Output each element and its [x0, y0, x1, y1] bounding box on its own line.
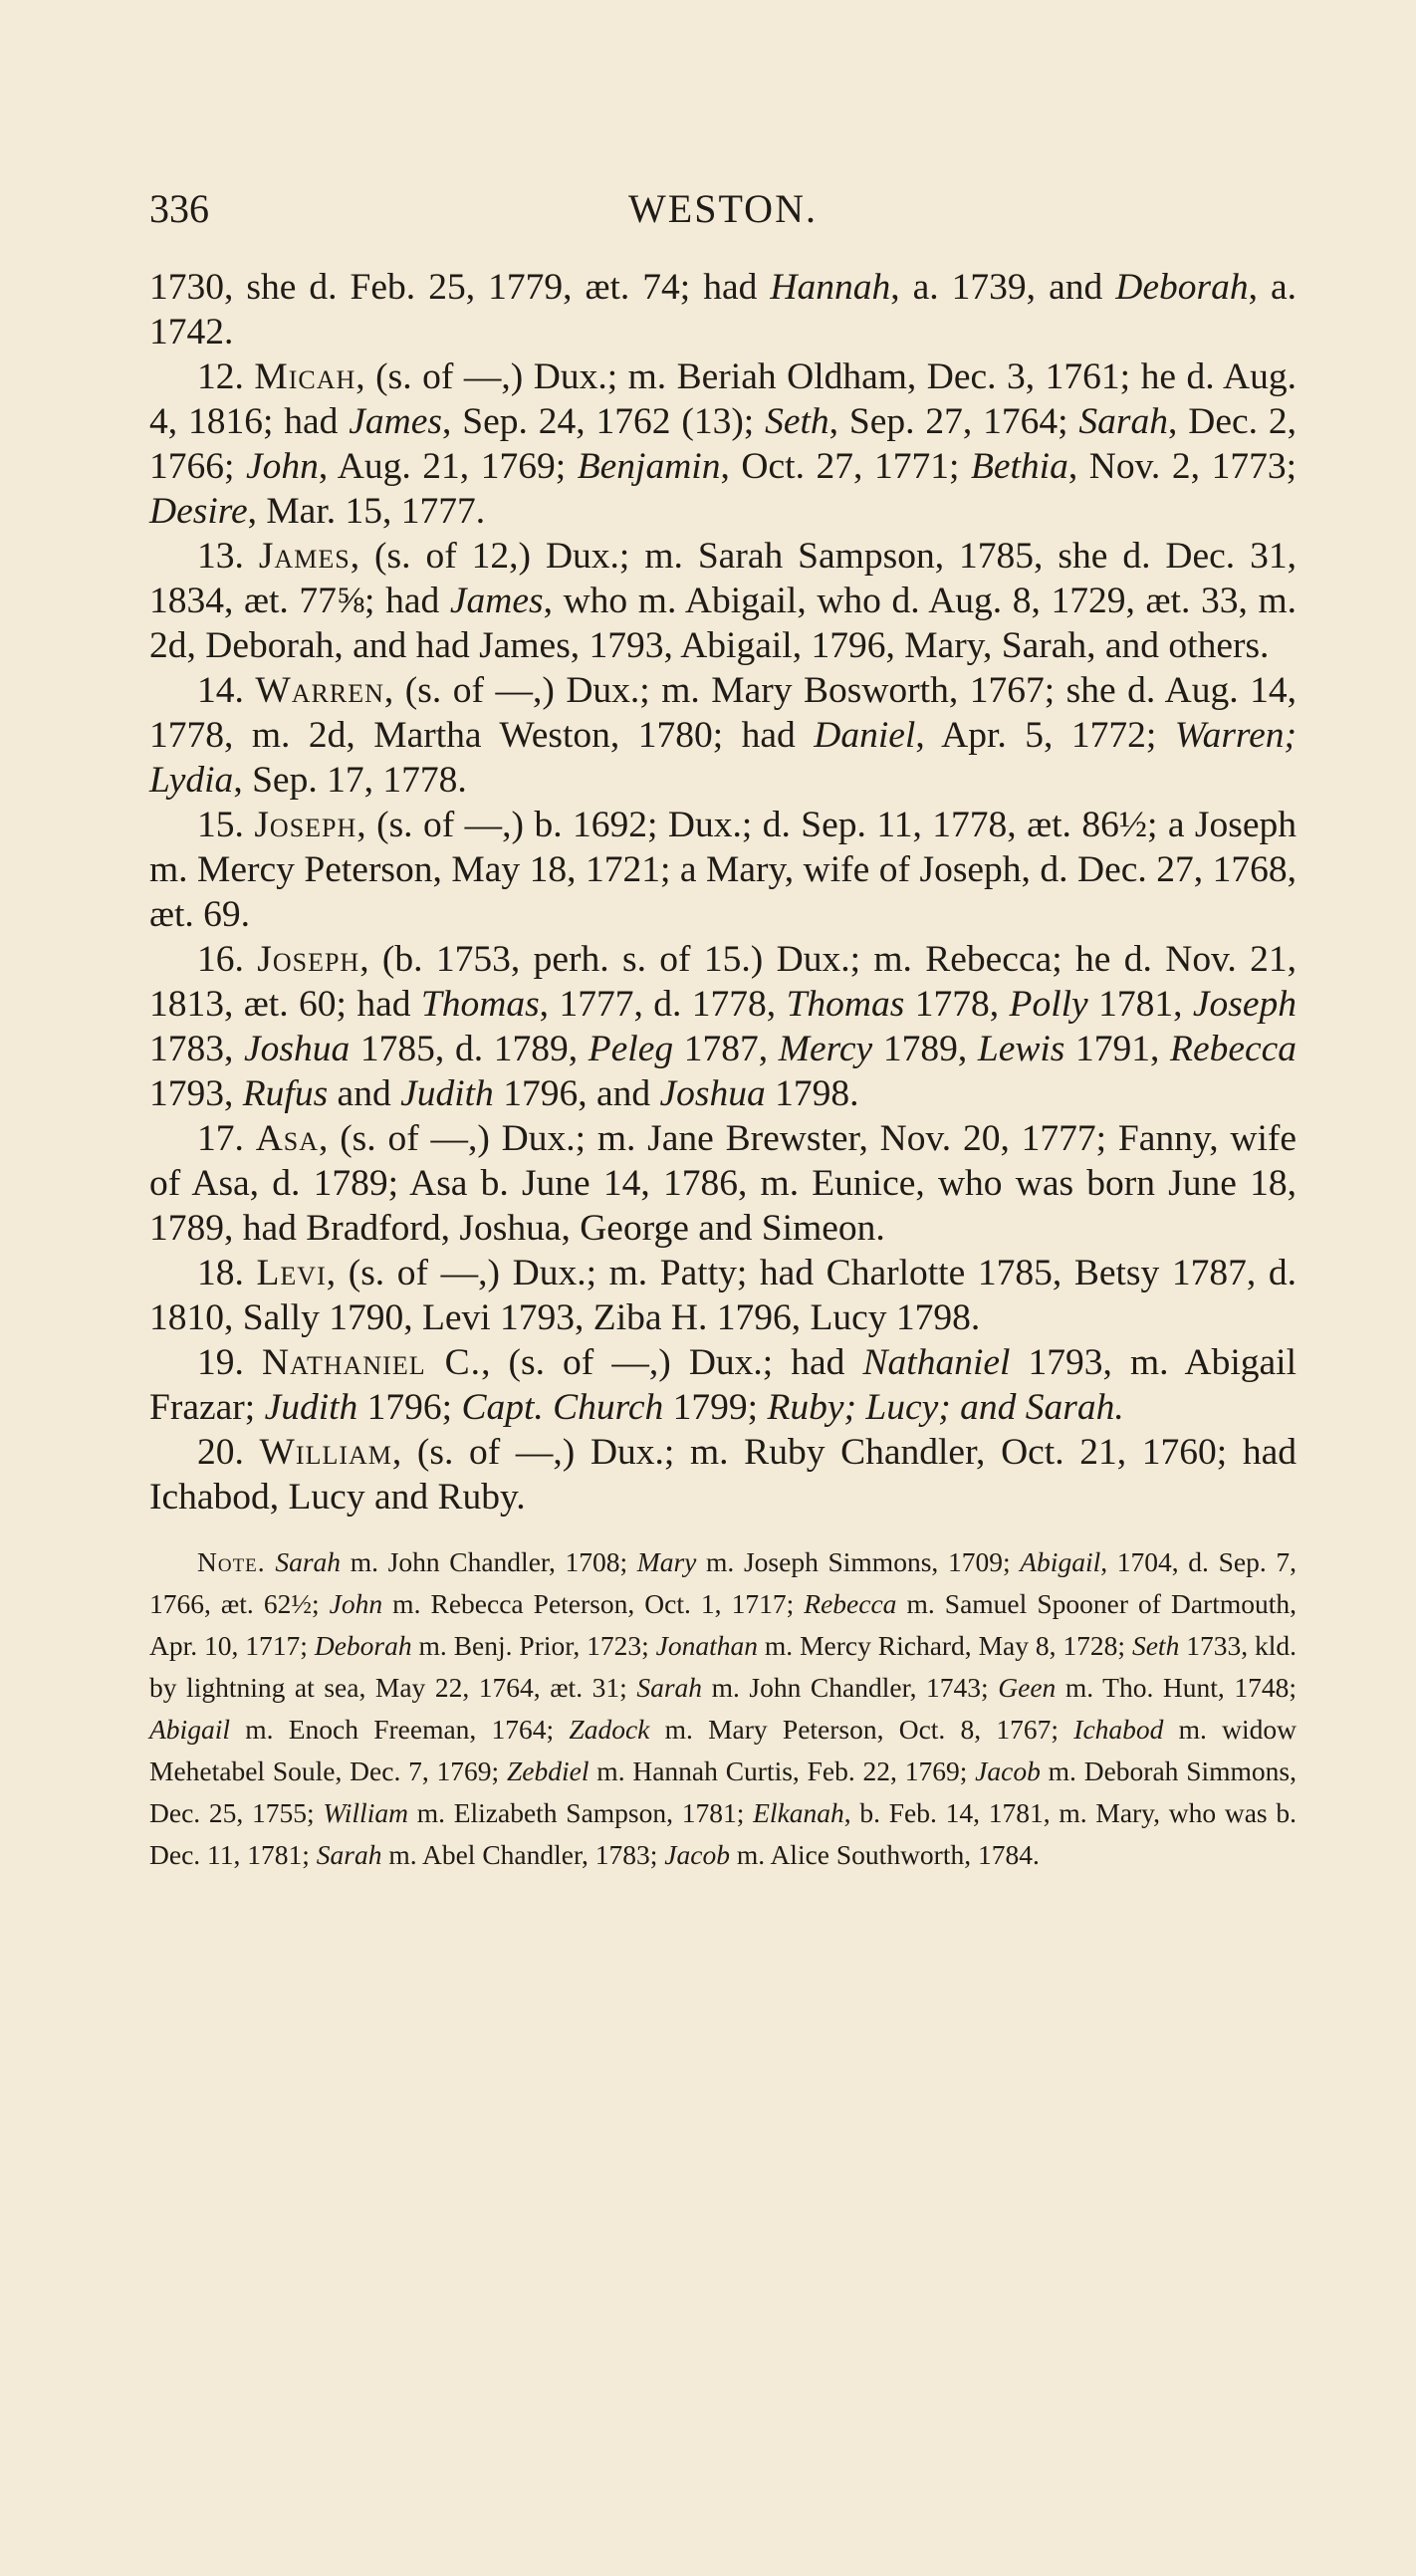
italic-name: Zadock: [569, 1714, 650, 1745]
text-run: , (s. of 12,) Dux.; m. Sarah Sampson, 1785, she d. Dec. 31, 1834, æt. 77⅝; had: [149, 536, 1297, 621]
text-run: 1791,: [1064, 1029, 1171, 1069]
genealogy-entry-12: [149, 354, 1297, 534]
genealogy-entry-18: [149, 1251, 1297, 1340]
genealogy-entry-14: [149, 668, 1297, 803]
italic-name: Jacob: [664, 1839, 730, 1870]
text-run: , (s. of —,) Dux.; had: [481, 1342, 863, 1383]
text-run: 1781,: [1087, 984, 1193, 1025]
text-run: 14.: [197, 670, 256, 711]
italic-name: Benjamin: [577, 446, 721, 487]
italic-name: Abigail: [1020, 1546, 1101, 1577]
text-run: 1730, she d. Feb. 25, 1779, æt. 74; had: [149, 267, 771, 308]
italic-name: Joseph: [1192, 984, 1298, 1025]
text-run: , a. 1739, and: [890, 267, 1116, 308]
running-title: WESTON.: [628, 186, 818, 231]
italic-name: Daniel: [814, 715, 916, 756]
text-run: , Dec. 2, 1766;: [149, 401, 1297, 487]
text-run: 1796;: [357, 1387, 462, 1428]
italic-name: Ichabod: [1073, 1714, 1164, 1745]
text-run: , Mar. 15, 1777.: [247, 491, 486, 532]
text-run: , Nov. 2, 1773;: [1067, 446, 1297, 487]
text-run: m. Abel Chandler, 1783;: [381, 1839, 665, 1870]
text-run: , (s. of —,) Dux.; m. Ruby Chandler, Oct. 21, 1760; had Ichabod, Lucy and Ruby.: [149, 1432, 1297, 1518]
italic-name: Judith: [400, 1073, 494, 1114]
text-run: 1785, d. 1789,: [350, 1029, 589, 1069]
text-run: , Oct. 27, 1771;: [720, 446, 971, 487]
text-run: m. Tho. Hunt, 1748;: [1056, 1672, 1297, 1703]
italic-name: Judith: [264, 1387, 358, 1428]
text-run: m. John Chandler, 1708;: [341, 1546, 637, 1577]
genealogy-entry-19: [149, 1340, 1297, 1430]
text-run: m. Rebecca Peterson, Oct. 1, 1717;: [382, 1588, 805, 1619]
text-run: m. Deborah Simmons, Dec. 25, 1755;: [149, 1756, 1297, 1828]
italic-name: Elkanah: [753, 1797, 844, 1828]
genealogy-entry-17: [149, 1116, 1297, 1251]
italic-name: Seth: [765, 401, 829, 442]
text-run: , (s. of —,) b. 1692; Dux.; d. Sep. 11, 1778, æt. 86½; a Joseph m. Mercy Peterson, May 18, 1721; a Mary, wife of Joseph, d. Dec. 27, 1768, æt. 69.: [149, 805, 1297, 935]
text-run: m. Mercy Richard, May 8, 1728;: [758, 1630, 1132, 1661]
entry-heading-name: Joseph: [254, 805, 357, 845]
text-run: , 1704, d. Sep. 7, 1766, æt. 62½;: [149, 1546, 1298, 1619]
text-run: 17.: [197, 1118, 256, 1159]
text-run: 1733, kld. by lightning at sea, May 22, 1764, æt. 31;: [149, 1630, 1298, 1703]
genealogy-entry-15: [149, 803, 1297, 937]
text-run: 19.: [197, 1342, 262, 1383]
text-run: , (s. of —,) Dux.; m. Mary Bosworth, 1767; she d. Aug. 14, 1778, m. 2d, Martha Weston, 1780; had: [149, 670, 1298, 756]
genealogy-entry-13: [149, 534, 1297, 668]
italic-name: Joshua: [244, 1029, 351, 1069]
italic-name: Hannah: [770, 267, 891, 308]
genealogy-entry-20: [149, 1430, 1297, 1520]
italic-name: Mary: [636, 1546, 697, 1577]
italic-name: Abigail: [149, 1714, 230, 1745]
text-run: , b. Feb. 14, 1781, m. Mary, who was b. Dec. 11, 1781;: [149, 1797, 1297, 1870]
entry-heading-name: Levi: [256, 1253, 327, 1293]
italic-name: Zebdiel: [507, 1756, 590, 1786]
text-run: 1787,: [673, 1029, 779, 1069]
text-run: , Sep. 27, 1764;: [828, 401, 1079, 442]
text-run: , 1777, d. 1778,: [539, 984, 787, 1025]
entry-heading-name: Joseph: [257, 939, 360, 980]
italic-name: Thomas: [420, 984, 540, 1025]
page-number: 336: [149, 186, 209, 231]
text-run: , a. 1742.: [149, 267, 1297, 352]
italic-name: Capt. Church: [461, 1387, 664, 1428]
text-run: , (b. 1753, perh. s. of 15.) Dux.; m. Rebecca; he d. Nov. 21, 1813, æt. 60; had: [149, 939, 1297, 1025]
text-run: m. Benj. Prior, 1723;: [411, 1630, 656, 1661]
text-run: 12.: [197, 356, 255, 397]
continued-paragraph: [149, 265, 1297, 354]
text-run: , (s. of —,) Dux.; m. Jane Brewster, Nov. 20, 1777; Fanny, wife of Asa, d. 1789; Asa b. June 14, 1786, m. Eunice, who was born June 18, 1789, had Bradford, Joshua, George and Simeon.: [149, 1118, 1297, 1249]
text-run: 1783,: [149, 1029, 245, 1069]
text-run: , Sep. 24, 1762 (13);: [442, 401, 766, 442]
italic-name: Deborah: [314, 1630, 412, 1661]
text-run: m. Elizabeth Sampson, 1781;: [407, 1797, 754, 1828]
italic-name: Geen: [998, 1672, 1057, 1703]
text-run: , Apr. 5, 1772;: [915, 715, 1175, 756]
italic-name: Polly: [1009, 984, 1088, 1025]
entry-heading-name: Asa: [255, 1118, 320, 1159]
italic-name: Sarah: [275, 1546, 342, 1577]
entry-heading-name: William: [259, 1432, 392, 1473]
italic-name: Rufus: [242, 1073, 329, 1114]
italic-name: Thomas: [786, 984, 905, 1025]
text-run: 1789,: [872, 1029, 978, 1069]
italic-name: Jacob: [975, 1756, 1041, 1786]
text-run: m. widow Mehetabel Soule, Dec. 7, 1769;: [149, 1714, 1297, 1786]
italic-name: Desire: [149, 491, 248, 532]
text-run: 1793,: [149, 1073, 243, 1114]
text-run: m. John Chandler, 1743;: [702, 1672, 999, 1703]
text-run: m. Samuel Spooner of Dartmouth, Apr. 10, 1717;: [149, 1588, 1298, 1661]
entry-heading-name: Note.: [197, 1546, 266, 1577]
text-run: , Sep. 17, 1778.: [233, 760, 467, 801]
text-run: 13.: [197, 536, 259, 577]
text-run: m. Hannah Curtis, Feb. 22, 1769;: [589, 1756, 976, 1786]
entry-heading-name: Warren: [255, 670, 384, 711]
text-run: [266, 1546, 276, 1577]
italic-name: Ruby; Lucy; and Sarah.: [767, 1387, 1124, 1428]
text-run: m. Alice Southworth, 1784.: [729, 1839, 1040, 1870]
text-run: , who m. Abigail, who d. Aug. 8, 1729, æt. 33, m. 2d, Deborah, and had James, 1793, Abigail, 1796, Mary, Sarah, and others.: [149, 581, 1298, 666]
italic-name: Sarah: [1078, 401, 1169, 442]
italic-name: Seth: [1131, 1630, 1180, 1661]
italic-name: Lewis: [977, 1029, 1065, 1069]
italic-name: John: [246, 446, 319, 487]
running-head: [149, 175, 1297, 235]
text-run: 1778,: [904, 984, 1010, 1025]
italic-name: Jonathan: [655, 1630, 759, 1661]
entry-heading-name: Nathaniel C.: [261, 1342, 482, 1383]
text-run: 1799;: [663, 1387, 768, 1428]
text-run: m. Mary Peterson, Oct. 8, 1767;: [649, 1714, 1074, 1745]
text-run: 16.: [197, 939, 258, 980]
italic-name: Joshua: [659, 1073, 766, 1114]
entry-heading-name: James: [258, 536, 351, 577]
italic-name: Warren; Lydia: [149, 715, 1298, 801]
text-run: , (s. of —,) Dux.; m. Patty; had Charlotte 1785, Betsy 1787, d. 1810, Sally 1790, Levi 1793, Ziba H. 1796, Lucy 1798.: [149, 1253, 1298, 1338]
entries: [149, 265, 1297, 1520]
entry-heading-name: Micah: [254, 356, 356, 397]
footnote: [149, 1541, 1297, 1876]
italic-name: Mercy: [778, 1029, 873, 1069]
italic-name: Bethia: [970, 446, 1068, 487]
italic-name: Nathaniel: [862, 1342, 1011, 1383]
italic-name: James: [449, 581, 544, 621]
italic-name: Sarah: [316, 1839, 382, 1870]
italic-name: Sarah: [636, 1672, 703, 1703]
text-run: , (s. of —,) Dux.; m. Beriah Oldham, Dec. 3, 1761; he d. Aug. 4, 1816; had: [149, 356, 1298, 442]
italic-name: William: [323, 1797, 408, 1828]
genealogy-entry-16: [149, 937, 1297, 1116]
text-run: 1793, m. Abigail Frazar;: [149, 1342, 1298, 1428]
italic-name: Rebecca: [1170, 1029, 1298, 1069]
text-run: 20.: [197, 1432, 260, 1473]
italic-name: John: [329, 1588, 383, 1619]
italic-name: James: [349, 401, 442, 442]
text-run: 15.: [197, 805, 255, 845]
text-run: 18.: [197, 1253, 257, 1293]
text-run: m. Joseph Simmons, 1709;: [696, 1546, 1021, 1577]
italic-name: Deborah: [1115, 267, 1249, 308]
text-run: 1798.: [765, 1073, 859, 1114]
italic-name: Rebecca: [804, 1588, 897, 1619]
text-run: 1796, and: [493, 1073, 660, 1114]
text-run: , Aug. 21, 1769;: [318, 446, 578, 487]
italic-name: Peleg: [588, 1029, 674, 1069]
text-run: m. Enoch Freeman, 1764;: [229, 1714, 570, 1745]
text-run: and: [328, 1073, 401, 1114]
